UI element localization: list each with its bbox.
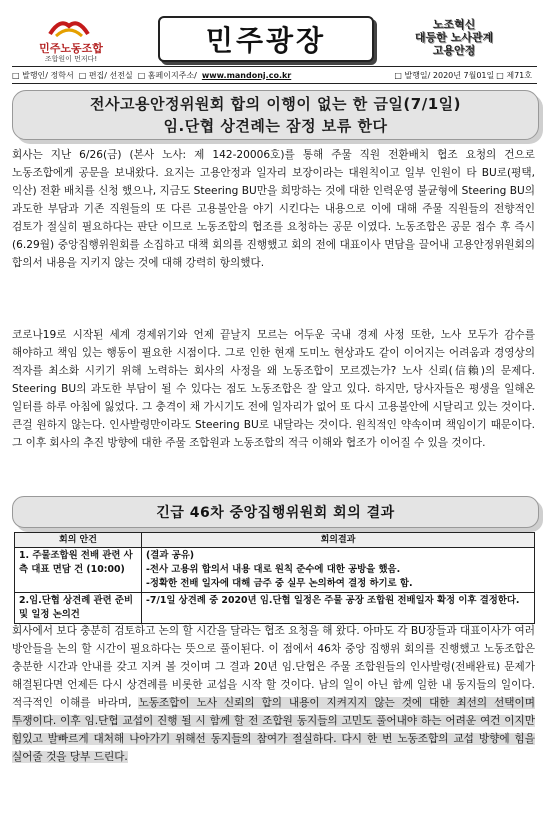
result-line: -7/1일 상견례 중 2020년 임.단협 일정은 주물 공장 조합원 전배일자 확정 이후 결정한다.: [146, 595, 520, 606]
table-row: [15, 548, 535, 593]
issue-number: □ 제71호: [496, 70, 532, 80]
agenda-cell: 1. 주물조합원 전배 관련 사측 대표 면담 건 (10:00): [15, 548, 142, 593]
slogan-line: 대등한 노사관계: [414, 31, 494, 44]
result-cell: [142, 548, 535, 593]
table-row: [15, 593, 535, 624]
table-header-result: 회의결과: [142, 533, 535, 548]
slogan: [384, 18, 524, 57]
paragraph-text: 회사에서 보다 충분히 검토하고 논의 할 시간을 달라는 협조 요청을 해 왔다. 아마도 각 BU장들과 대표이사가 여러 방안들을 논의 할 시간이 필요하다는 뜻으로 풀이된다. 이 점에서 46차 중앙 집행위 회의를 진행했고 노동조합은 충분한 시간과 안내를 갖고 지켜 볼 것이며 그 결과 20년 임.단협은 주물 조합원들의 인사발령(전배완료) 문제가 해결된다면 언제든 다시 상견례를 비롯한 교섭을 시작 할 것이다. 남의 일이 아닌 함께 일한 내 동지들의 일이다. 적극적인 이해를 바라며,: [12, 625, 535, 709]
logo-text: 민주노동조합: [39, 42, 103, 55]
slogan-line: 노조혁신: [432, 18, 476, 31]
publication-info-bar: [12, 66, 537, 84]
meeting-results-table: [14, 532, 535, 624]
homepage-label: □ 홈페이지주소/: [137, 70, 197, 80]
logo-mark-icon: [46, 16, 92, 38]
logo-subtext: 조합원이 먼저다!: [44, 55, 98, 63]
homepage-link[interactable]: www.mandonj.co.kr: [201, 70, 292, 80]
editor: □ 편집/ 선전실: [78, 70, 133, 80]
publish-date: □ 발행일/ 2020년 7월01일: [394, 70, 495, 80]
article-paragraph-2: 코로나19로 시작된 세계 경제위기와 언제 끝날지 모르는 어두운 국내 경제 사정 또한, 노사 모두가 감수를 해야하고 책임 있는 행동이 필요한 시점이다. 그로 인한 현재 도미노 현상과도 같이 이어지는 어려움과 경영상의 적자를 최소화 시키기 위해 노력하는 회사의 사정을 왜 노동조합이 모르겠는가? 노사 신뢰(信賴)의 문제다. Steering BU의 과도한 부담이 될 수 있다는 점도 노동조합은 잘 알고 있다. 하지만, 당사자들은 평생을 일해온 일터를 하루 아침에 잃었다. 그 충격이 채 가시기도 전에 일자리가 없어 또 다시 고용불안에 시달리고 있는 것이다. 큰걸 원하지 않는다. 인사발령만이라도 Steering BU로 내달라는 것이다. 원칙적인 약속이며 책임이기 때문이다. 그 이후 회사의 추진 방향에 대한 주물 조합원과 노동조합의 적극 이해와 협조가 이어질 수 있을 것이다.: [12, 329, 535, 449]
slogan-line: 고용안정: [432, 44, 476, 57]
headline-box: [12, 90, 539, 140]
newsletter-title-box: [158, 16, 374, 62]
masthead: [14, 12, 537, 68]
highlighted-text: 노동조합이 노사 신뢰의 합의 내용이 지켜지지 않는 것에 대한 최선의 선택이며 투쟁이다. 이후 임.단협 교섭이 진행 될 시 함께 할 전 조합원 동지들의 고민도 풀어내야 하는 어려운 여건 이지만 힘있고 발빠르게 대처해 나아가기 위해선 동지들의 참여가 절실하다. 다시 한 번 노동조합의 교섭 방향에 힘을 실어줄 것을 당부 드린다.: [12, 697, 535, 763]
article-paragraph-3: [12, 622, 535, 766]
newsletter-title: 민주광장: [205, 24, 327, 57]
headline-line-2: 임.단협 상견례는 잠정 보류 한다: [163, 117, 388, 135]
result-line: (결과 공유): [146, 550, 195, 561]
table-header-row: [15, 533, 535, 548]
result-cell: [142, 593, 535, 624]
article-paragraph-1: 회사는 지난 6/26(금) (본사 노사: 제 142-20006호)를 통해 주물 직원 전환배치 협조 요청의 건으로 노동조합에게 공문을 보내왔다. 요지는 고용안정과 일자리 보장이라는 대원칙이고 일부 인원이 타 BU로(평택, 익산) 전환 배치를 신청 했으나, 지금도 Steering BU만을 희망하는 것에 대한 인력운영 불균형에 Steering BU의 과도한 부담과 기존 직원들의 또 다른 고용불안을 야기 시킨다는 내용으로 이에 대해 주물 직원들의 전향적인 검토가 절실히 필요하다는 판단 이므로 노동조합의 협조를 요청하는 공문 이였다. 노동조합은 공문 접수 후 즉시 (6.29월) 중앙집행위원회를 소집하고 대책 회의를 진행했고 회의 전에 대표이사 면담을 끌어내 고용안정위원회의 합의서 내용을 지키지 않는 것에 대해 강력히 항의했다.: [12, 149, 535, 269]
publisher: □ 발행인/ 정학서: [12, 70, 74, 80]
headline-line-1: 전사고용안정위원회 합의 이행이 없는 한 금일(7/1일): [90, 95, 461, 113]
union-logo: [16, 16, 126, 64]
section-heading: 긴급 46차 중앙집행위원회 회의 결과: [12, 496, 539, 528]
agenda-cell: 2.임.단협 상견례 관련 준비 및 일정 논의건: [15, 593, 142, 624]
result-line: -정확한 전배 일자에 대해 금주 중 실무 논의하여 결정 하기로 함.: [146, 578, 413, 589]
table-header-agenda: 회의 안건: [15, 533, 142, 548]
result-line: -전사 고용위 합의서 내용 대로 원칙 준수에 대한 공방을 했음.: [146, 564, 401, 575]
